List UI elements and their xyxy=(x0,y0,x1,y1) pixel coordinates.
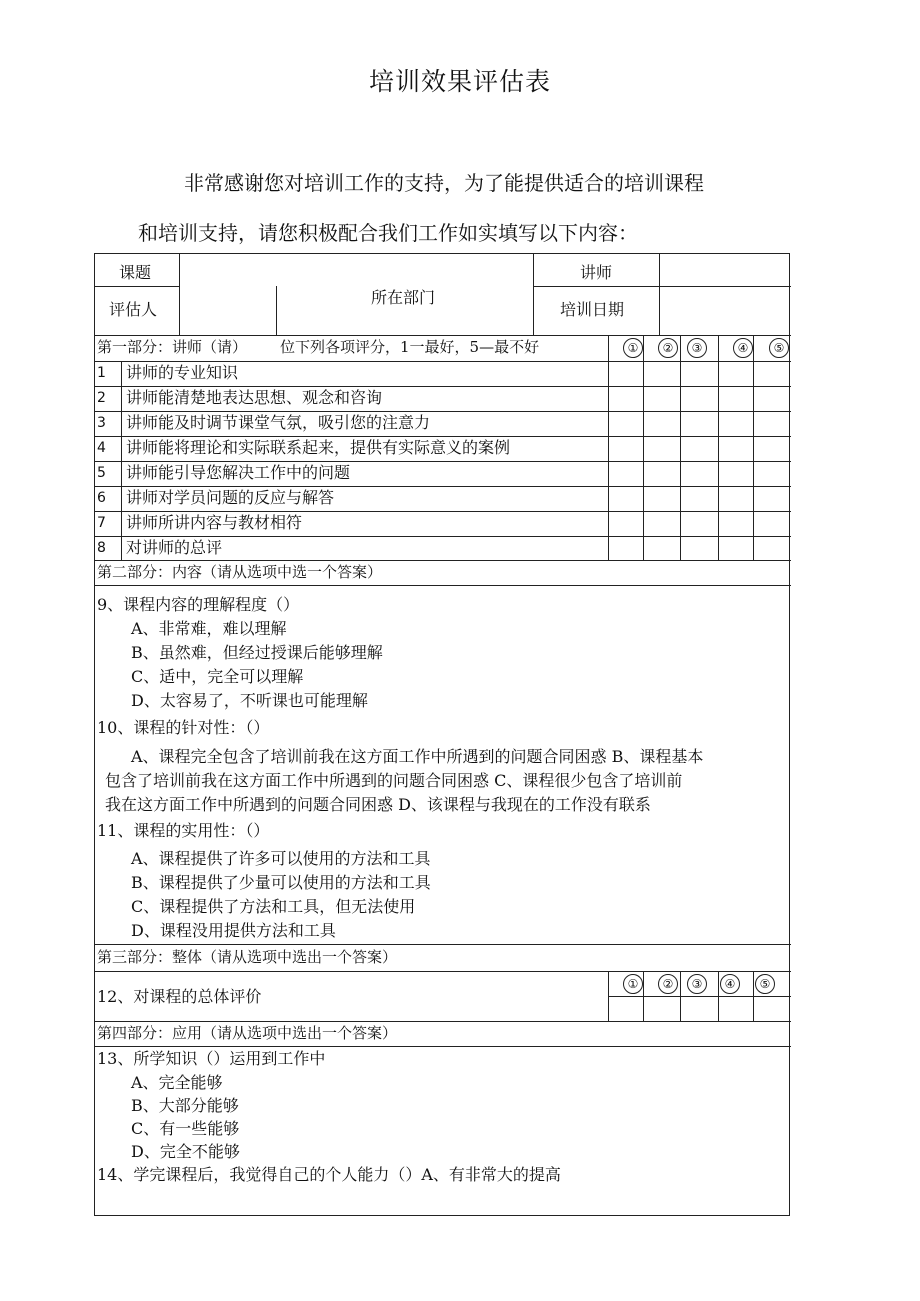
item-text: 讲师对学员问题的反应与解答 xyxy=(126,488,335,507)
grid-line xyxy=(608,335,609,561)
department-label: 所在部门 xyxy=(371,288,436,307)
q11-option-a: A、课程提供了许多可以使用的方法和工具 xyxy=(131,849,431,868)
grid-line xyxy=(533,286,791,287)
part2-heading: 第二部分：内容（请从选项中选一个答案） xyxy=(97,563,383,581)
grid-line xyxy=(659,254,660,335)
rating-2-icon: ② xyxy=(658,974,678,994)
grid-line xyxy=(95,386,791,387)
question-13: 13、所学知识（）运用到工作中 xyxy=(97,1049,326,1068)
grid-line xyxy=(121,361,122,561)
part4-heading: 第四部分：应用（请从选项中选出一个答案） xyxy=(97,1024,398,1042)
item-text: 讲师能将理论和实际联系起来，提供有实际意义的案例 xyxy=(126,438,511,457)
grid-line xyxy=(533,254,534,335)
grid-line xyxy=(276,286,277,335)
part3-heading: 第三部分：整体（请从选项中选出一个答案） xyxy=(97,948,398,966)
intro-line-1: 非常感谢您对培训工作的支持，为了能提供适合的培训课程 xyxy=(184,171,704,195)
q13-option-d: D、完全不能够 xyxy=(131,1142,240,1161)
part1-heading-cont: 位下列各项评分，1一最好，5—最不好 xyxy=(280,338,540,356)
grid-line xyxy=(608,971,609,1021)
grid-line xyxy=(95,335,791,336)
grid-line xyxy=(718,335,719,561)
grid-line xyxy=(95,585,791,586)
question-14: 14、学完课程后，我觉得自己的个人能力（）A、有非常大的提高 xyxy=(97,1165,561,1184)
grid-line xyxy=(95,536,791,537)
q11-option-c: C、课程提供了方法和工具，但无法使用 xyxy=(131,897,416,916)
grid-line xyxy=(95,944,791,945)
item-text: 讲师能清楚地表达思想、观念和咨询 xyxy=(126,388,383,407)
intro-line-2: 和培训支持，请您积极配合我们工作如实填写以下内容： xyxy=(138,221,638,245)
item-number: 1 xyxy=(97,365,106,381)
grid-line xyxy=(753,971,754,1021)
grid-line xyxy=(95,461,791,462)
grid-line xyxy=(95,560,791,561)
item-text: 讲师的专业知识 xyxy=(126,363,239,382)
grid-line xyxy=(95,286,179,287)
item-number: 4 xyxy=(97,440,106,456)
q13-option-a: A、完全能够 xyxy=(131,1073,223,1092)
page-title: 培训效果评估表 xyxy=(368,67,551,96)
item-text: 讲师能及时调节课堂气氛，吸引您的注意力 xyxy=(126,413,431,432)
grid-line xyxy=(95,436,791,437)
question-11: 11、课程的实用性：（） xyxy=(97,821,270,840)
grid-line xyxy=(680,335,681,561)
grid-line xyxy=(95,411,791,412)
q9-option-b: B、虽然难，但经过授课后能够理解 xyxy=(131,643,383,662)
lecturer-label: 讲师 xyxy=(580,263,613,282)
q11-option-d: D、课程没用提供方法和工具 xyxy=(131,921,336,940)
grid-line xyxy=(95,486,791,487)
grid-line xyxy=(95,1046,791,1047)
item-text: 讲师能引导您解决工作中的问题 xyxy=(126,463,351,482)
item-number: 2 xyxy=(97,390,106,406)
rating-2-icon: ② xyxy=(658,338,678,358)
question-9: 9、课程内容的理解程度（） xyxy=(97,595,300,614)
evaluation-form xyxy=(94,253,790,1216)
rating-3-icon: ③ xyxy=(687,338,707,358)
q10-text-line-3: 我在这方面工作中所遇到的问题合同困惑 D、该课程与我现在的工作没有联系 xyxy=(105,795,651,814)
q9-option-d: D、太容易了，不听课也可能理解 xyxy=(131,691,368,710)
rating-3-icon: ③ xyxy=(687,974,707,994)
grid-line xyxy=(608,996,791,997)
question-12: 12、对课程的总体评价 xyxy=(97,987,262,1006)
grid-line xyxy=(95,511,791,512)
item-number: 7 xyxy=(97,515,106,531)
grid-line xyxy=(643,335,644,561)
rating-1-icon: ① xyxy=(623,338,643,358)
part1-heading: 第一部分：讲师（请） xyxy=(97,338,248,356)
rating-5-icon: ⑤ xyxy=(769,338,789,358)
rating-5-icon: ⑤ xyxy=(755,974,775,994)
item-text: 讲师所讲内容与教材相符 xyxy=(126,513,303,532)
grid-line xyxy=(718,971,719,1021)
grid-line xyxy=(680,971,681,1021)
q9-option-a: A、非常难，难以理解 xyxy=(131,619,287,638)
rating-1-icon: ① xyxy=(623,974,643,994)
evaluator-label: 评估人 xyxy=(109,300,158,319)
rating-4-icon: ④ xyxy=(733,338,753,358)
rating-4-icon: ④ xyxy=(720,974,740,994)
topic-label: 课题 xyxy=(119,263,152,282)
item-number: 6 xyxy=(97,490,106,506)
training-date-label: 培训日期 xyxy=(560,300,625,319)
item-number: 8 xyxy=(97,540,106,556)
q11-option-b: B、课程提供了少量可以使用的方法和工具 xyxy=(131,873,431,892)
q9-option-c: C、适中，完全可以理解 xyxy=(131,667,304,686)
grid-line xyxy=(753,335,754,561)
q10-text-line-2: 包含了培训前我在这方面工作中所遇到的问题合同困惑 C、课程很少包含了培训前 xyxy=(105,771,683,790)
q13-option-b: B、大部分能够 xyxy=(131,1096,239,1115)
q13-option-c: C、有一些能够 xyxy=(131,1119,240,1138)
grid-line xyxy=(95,971,791,972)
item-number: 5 xyxy=(97,465,106,481)
item-number: 3 xyxy=(97,415,106,431)
question-10: 10、课程的针对性：（） xyxy=(97,718,270,737)
grid-line xyxy=(643,971,644,1021)
grid-line xyxy=(95,1021,791,1022)
grid-line xyxy=(95,361,791,362)
item-text: 对讲师的总评 xyxy=(126,538,223,557)
grid-line xyxy=(179,254,180,335)
q10-text-line-1: A、课程完全包含了培训前我在这方面工作中所遇到的问题合同困惑 B、课程基本 xyxy=(131,747,704,766)
